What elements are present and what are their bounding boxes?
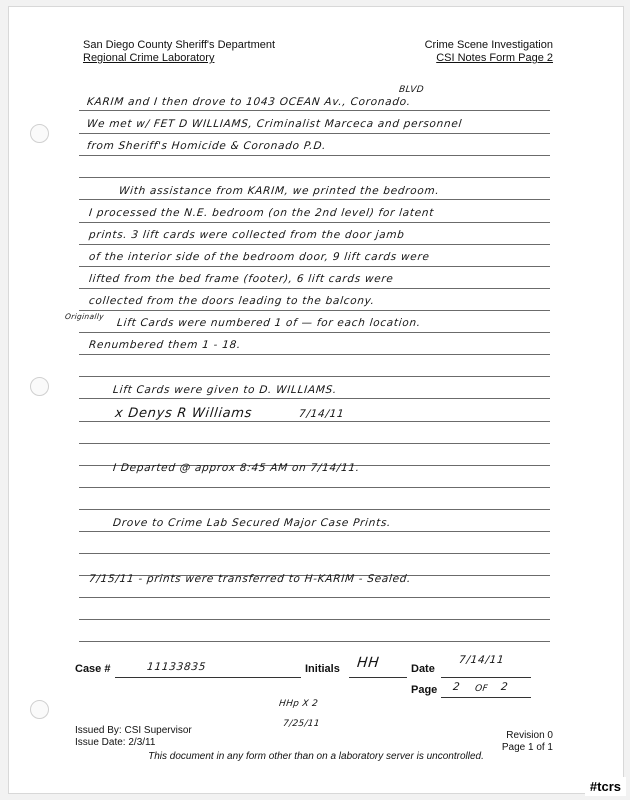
handwritten-line: lifted from the bed frame (footer), 6 lift cards were <box>88 273 395 285</box>
signature: x Denys R Williams <box>114 406 253 421</box>
ruled-line <box>79 199 550 200</box>
page-value: 2 <box>452 681 462 693</box>
ruled-line <box>79 266 550 267</box>
handwritten-line: prints. 3 lift cards were collected from the door jamb <box>88 229 406 241</box>
ruled-line <box>79 619 550 620</box>
ruled-line <box>79 398 550 399</box>
form-title: Crime Scene Investigation <box>424 39 553 51</box>
ruled-line <box>79 177 550 178</box>
handwritten-line: 7/15/11 - prints were transferred to H-KARIM - Sealed. <box>88 573 412 585</box>
initials-field <box>349 677 407 678</box>
ruled-line <box>79 310 550 311</box>
binder-hole <box>30 124 49 143</box>
date-field <box>441 677 531 678</box>
issue-date: Issue Date: 2/3/11 <box>75 737 156 748</box>
ruled-line <box>79 421 550 422</box>
handwritten-line: collected from the doors leading to the balcony. <box>88 295 376 307</box>
ruled-line <box>79 222 550 223</box>
page-count: Page 1 of 1 <box>501 742 553 753</box>
ruled-line <box>79 641 550 642</box>
date-value: 7/14/11 <box>458 654 506 666</box>
ruled-line <box>79 553 550 554</box>
laboratory-name: Regional Crime Laboratory <box>83 52 215 64</box>
initials-value: HH <box>356 655 381 671</box>
handwritten-insert-blvd: BLVD <box>398 85 425 95</box>
handwritten-line: I processed the N.E. bedroom (on the 2nd level) for latent <box>88 207 435 219</box>
page-label: Page <box>411 684 438 696</box>
ruled-line <box>79 288 550 289</box>
handwritten-line: KARIM and I then drove to 1043 OCEAN Av., Coronado. <box>86 96 412 108</box>
revision: Revision 0 <box>506 730 553 741</box>
handwritten-line: Renumbered them 1 - 18. <box>88 339 242 351</box>
hashtag-label: #tcrs <box>585 777 626 796</box>
case-number-field <box>115 677 301 678</box>
issued-by: Issued By: CSI Supervisor <box>75 725 192 736</box>
review-stamp-date: 7/25/11 <box>282 719 321 729</box>
initials-label: Initials <box>305 663 340 675</box>
binder-hole <box>30 700 49 719</box>
ruled-line <box>79 155 550 156</box>
handwritten-line: Lift Cards were given to D. WILLIAMS. <box>112 384 338 396</box>
ruled-line <box>79 376 550 377</box>
header-left <box>83 39 275 65</box>
page-field <box>441 697 531 698</box>
handwritten-line: We met w/ FET D WILLIAMS, Criminalist Marceca and personnel <box>86 118 463 130</box>
page-of-value: 2 <box>500 681 510 693</box>
department-name: San Diego County Sheriff's Department <box>83 39 276 51</box>
ruled-line <box>79 354 550 355</box>
ruled-line <box>79 244 550 245</box>
ruled-line <box>79 443 550 444</box>
ruled-line <box>79 110 550 111</box>
case-number-value: 11133835 <box>146 661 207 673</box>
ruled-line <box>79 509 550 510</box>
handwritten-line: Lift Cards were numbered 1 of — for each location. <box>116 317 422 329</box>
handwritten-line: With assistance from KARIM, we printed the bedroom. <box>118 185 441 197</box>
form-name: CSI Notes Form Page 2 <box>436 52 553 64</box>
review-stamp-initials: HHp X 2 <box>278 699 319 709</box>
ruled-line <box>79 531 550 532</box>
header-right <box>425 39 553 65</box>
ruled-line <box>79 133 550 134</box>
ruled-line <box>79 597 550 598</box>
issued-info <box>75 725 192 749</box>
notes-form-page <box>8 6 624 794</box>
handwritten-line: Drove to Crime Lab Secured Major Case Prints. <box>112 517 392 529</box>
handwritten-line: of the interior side of the bedroom door, 9 lift cards were <box>88 251 431 263</box>
case-number-label: Case # <box>75 663 111 675</box>
date-label: Date <box>411 663 435 675</box>
handwritten-margin-note: Originally <box>64 312 105 321</box>
handwritten-line: I Departed @ approx 8:45 AM on 7/14/11. <box>112 462 361 474</box>
ruled-line <box>79 487 550 488</box>
binder-hole <box>30 377 49 396</box>
page-of-label: OF <box>474 684 489 694</box>
handwritten-line: from Sheriff's Homicide & Coronado P.D. <box>86 140 327 152</box>
disclaimer: This document in any form other than on a laboratory server is uncontrolled. <box>148 751 484 762</box>
signature-date: 7/14/11 <box>298 408 346 420</box>
ruled-line <box>79 332 550 333</box>
